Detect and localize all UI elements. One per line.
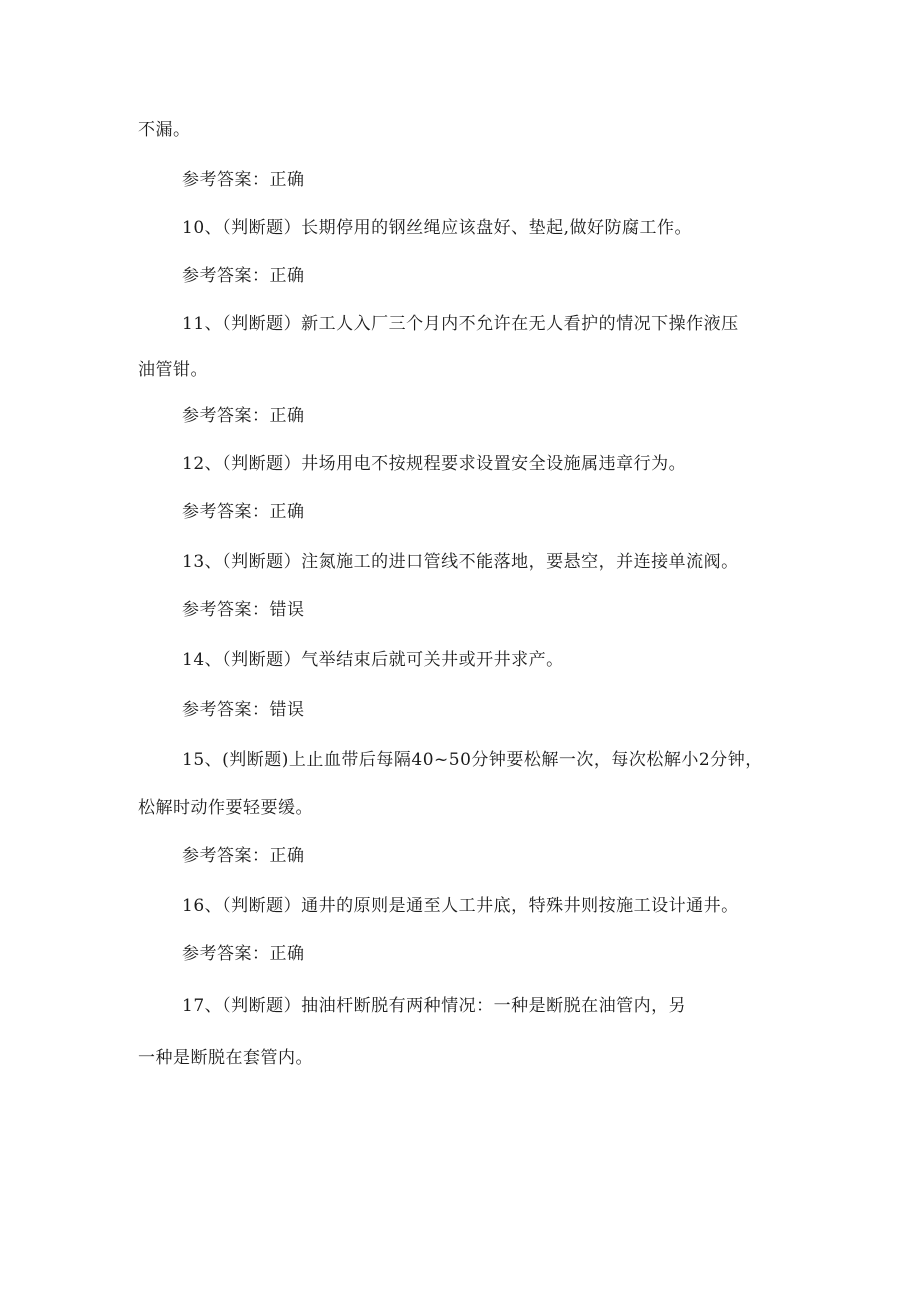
text-line-continuation: 松解时动作要轻要缓。 [138,798,313,818]
answer-line: 参考答案：正确 [182,170,305,190]
answer-line: 参考答案：正确 [182,944,305,964]
question-10: 10、（判断题）长期停用的钢丝绳应该盘好、垫起,做好防腐工作。 [182,218,693,238]
answer-line: 参考答案：正确 [182,266,305,286]
question-13: 13、（判断题）注氮施工的进口管线不能落地，要悬空，并连接单流阀。 [182,552,739,572]
text-line-continuation: 一种是断脱在套管内。 [138,1048,313,1068]
answer-line: 参考答案：错误 [182,600,305,620]
answer-line: 参考答案：错误 [182,700,305,720]
question-16: 16、（判断题）通井的原则是通至人工井底，特殊井则按施工设计通井。 [182,896,739,916]
question-17: 17、（判断题）抽油杆断脱有两种情况：一种是断脱在油管内，另 [182,996,687,1016]
text-line-continuation: 不漏。 [138,120,191,140]
answer-line: 参考答案：正确 [182,846,305,866]
text-line-continuation: 油管钳。 [138,360,208,380]
question-11: 11、（判断题）新工人入厂三个月内不允许在无人看护的情况下操作液压 [182,314,739,334]
answer-line: 参考答案：正确 [182,406,305,426]
question-15: 15、(判断题)上止血带后每隔40~50分钟要松解一次，每次松解小2分钟， [182,750,763,770]
answer-line: 参考答案：正确 [182,502,305,522]
question-12: 12、（判断题）井场用电不按规程要求设置安全设施属违章行为。 [182,454,687,474]
question-14: 14、（判断题）气举结束后就可关井或开井求产。 [182,650,564,670]
